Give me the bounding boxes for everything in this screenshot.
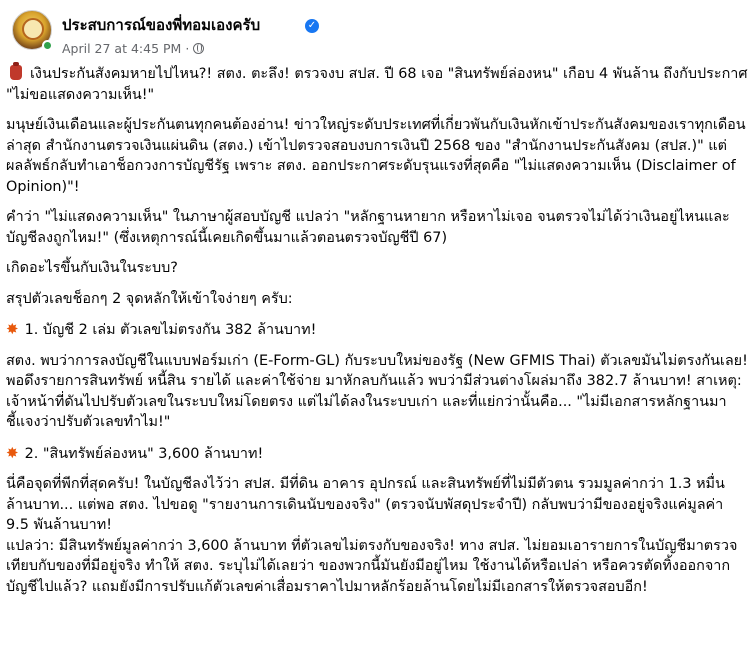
collision-icon: ✸ bbox=[6, 443, 19, 462]
post-paragraph: เงินประกันสังคมหายไปไหน?! สตง. ตะลึง! ตรวจงบ สปส. ปี 68 เจอ "สินทรัพย์ล่องหน" เกือบ 4 พันล้าน ถึงกับประกาศ "ไม่ขอแสดงความเห็น!" bbox=[6, 66, 748, 103]
avatar[interactable] bbox=[12, 10, 52, 50]
post-paragraph: แปลว่า: มีสินทรัพย์มูลค่ากว่า 3,600 ล้านบาท ที่ตัวเลขไม่ตรงกับของจริง! ทาง สปส. ไม่ยอมเอารายการในบัญชีมาตรวจเทียบกับของที่มีอยู่จริง ทำให้ สตง. ระบุไม่ได้เลยว่า ของพวกนี้มันยังมีอยู่ไหม ใช้งานได้หรือเปล่า หรือควรตัดทิ้งออกจากบัญชีไปแล้ว? แถมยังมีการปรับแก้ตัวเลขค่าเสื่อมราคาไปมาหลักร้อยล้านโดยไม่มีเอกสารให้ตรวจสอบอีก! bbox=[6, 537, 738, 595]
globe-icon[interactable] bbox=[193, 43, 204, 54]
post-meta bbox=[62, 41, 204, 56]
post-body bbox=[6, 64, 748, 607]
post-paragraph: สรุปตัวเลขช็อกๆ 2 จุดหลักให้เข้าใจง่ายๆ ครับ: bbox=[6, 290, 293, 307]
post-paragraph: เกิดอะไรขึ้นกับเงินในระบบ? bbox=[6, 260, 178, 276]
post-paragraph: สตง. พบว่าการลงบัญชีในแบบฟอร์มเก่า (E-Form-GL) กับระบบใหม่ของรัฐ (New GFMIS Thai) ตัวเลขมันไม่ตรงกันเลย! พอดึงรายการสินทรัพย์ หนี้สิน รายได้ และค่าใช้จ่าย มาหักลบกันแล้ว พบว่ามีส่วนต่างโผล่มาถึง 382.7 ล้านบาท! สาเหตุ: เจ้าหน้าที่ดันไปปรับตัวเลขในระบบใหม่โดยตรง แต่ไม่ได้ลงในระบบเก่า และที่แย่กว่านั้นคือ... "ไม่มีเอกสารหลักฐานมาชี้แจงว่าปรับตัวเลขทำไม!" bbox=[6, 352, 748, 430]
post-timestamp-link[interactable]: April 27 at 4:45 PM bbox=[62, 41, 182, 56]
verified-badge-icon: ✓ bbox=[305, 19, 319, 33]
post-paragraph: คำว่า "ไม่แสดงความเห็น" ในภาษาผู้สอบบัญชี แปลว่า "หลักฐานหายาก หรือหาไม่เจอ จนตรวจไม่ได้ว่าเงินอยู่ไหนและบัญชีลงถูกไหม!" (ซึ่งเหตุการณ์นี้เคยเกิดขึ้นมาแล้วตอนตรวจบัญชีปี 67) bbox=[6, 209, 730, 246]
online-status-icon bbox=[42, 40, 53, 51]
meta-separator: · bbox=[185, 41, 190, 56]
post-paragraph: นี่คือจุดที่พีกที่สุดครับ! ในบัญชีลงไว้ว่า สปส. มีที่ดิน อาคาร อุปกรณ์ และสินทรัพย์ที่ไม่มีตัวตน รวมมูลค่ากว่า 1.3 หมื่นล้านบาท... แต่พอ สตง. ไปขอดู "รายงานการเดินนับของจริง" (ตรวจนับพัสดุประจำปี) กลับพบว่ามีของอยู่จริงแค่มูลค่า 9.5 พันล้านบาท! bbox=[6, 476, 725, 533]
page-name-link[interactable]: ประสบการณ์ของพี่ทอมเองครับ bbox=[62, 16, 261, 34]
collision-icon: ✸ bbox=[6, 320, 19, 338]
post-paragraph: ✸ 2. "สินทรัพย์ล่องหน" 3,600 ล้านบาท! bbox=[6, 443, 264, 462]
post-header bbox=[10, 8, 742, 60]
post-paragraph: มนุษย์เงินเดือนและผู้ประกันตนทุกคนต้องอ่าน! ข่าวใหญ่ระดับประเทศที่เกี่ยวพันกับเงินหักเข้าประกันสังคมของเราทุกเดือน ล่าสุด สำนักงานตรวจเงินแผ่นดิน (สตง.) เข้าไปตรวจสอบงบการเงินปี 2568 ของ "สำนักงานประกันสังคม (สปส.)" แต่ผลลัพธ์กลับทำเอาช็อกวงการบัญชีรัฐ เพราะ สตง. ออกประกาศระดับรุนแรงที่สุดคือ "ไม่แสดงความเห็น (Disclaimer of Opinion)"! bbox=[6, 117, 746, 195]
money-bag-icon bbox=[10, 65, 22, 80]
post-paragraph: ✸ 1. บัญชี 2 เล่ม ตัวเลขไม่ตรงกัน 382 ล้านบาท! bbox=[6, 320, 317, 338]
